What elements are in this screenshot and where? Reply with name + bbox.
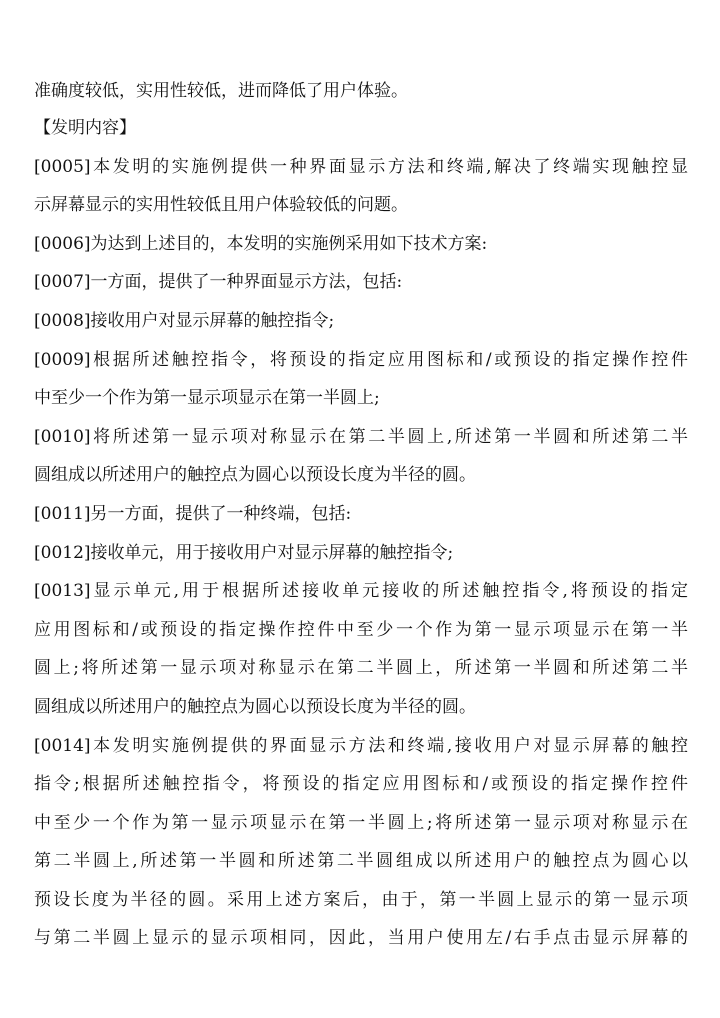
paragraph-line: 中至少一个作为第一显示项显示在第一半圆上;将所述第一显示项对称显示在	[34, 812, 688, 833]
paragraph-line: [0009]根据所述触控指令，将预设的指定应用图标和/或预设的指定操作控件	[34, 349, 688, 370]
paragraph-line: 第二半圆上,所述第一半圆和所述第二半圆组成以所述用户的触控点为圆心以	[34, 851, 688, 872]
paragraph-line: 指令;根据所述触控指令，将预设的指定应用图标和/或预设的指定操作控件	[34, 774, 688, 795]
paragraph-line: 应用图标和/或预设的指定操作控件中至少一个作为第一显示项显示在第一半	[34, 619, 688, 640]
paragraph-line: 圆组成以所述用户的触控点为圆心以预设长度为半径的圆。	[34, 465, 476, 486]
paragraph-line: [0005]本发明的实施例提供一种界面显示方法和终端,解决了终端实现触控显	[34, 156, 688, 177]
paragraph-line: 中至少一个作为第一显示项显示在第一半圆上;	[34, 388, 380, 409]
document-body	[34, 73, 688, 958]
paragraph-line: 准确度较低，实用性较低，进而降低了用户体验。	[34, 81, 408, 101]
paragraph-line: 圆组成以所述用户的触控点为圆心以预设长度为半径的圆。	[34, 696, 476, 717]
section-heading: 【发明内容】	[34, 118, 136, 138]
paragraph-line: [0006]为达到上述目的，本发明的实施例采用如下技术方案:	[34, 233, 488, 254]
paragraph-line: 示屏幕显示的实用性较低且用户体验较低的问题。	[34, 195, 408, 216]
paragraph-line: 预设长度为半径的圆。采用上述方案后，由于，第一半圆上显示的第一显示项	[34, 889, 688, 910]
paragraph-line: [0011]另一方面，提供了一种终端，包括:	[34, 503, 352, 524]
paragraph-line: 与第二半圆上显示的显示项相同，因此，当用户使用左/右手点击显示屏幕的	[34, 928, 688, 949]
paragraph-line: [0007]一方面，提供了一种界面显示方法，包括:	[34, 272, 403, 293]
paragraph-line: [0014]本发明实施例提供的界面显示方法和终端,接收用户对显示屏幕的触控	[34, 735, 688, 756]
paragraph-line: [0008]接收用户对显示屏幕的触控指令;	[34, 310, 335, 331]
paragraph-line: [0013]显示单元,用于根据所述接收单元接收的所述触控指令,将预设的指定	[34, 581, 688, 602]
paragraph-line: [0010]将所述第一显示项对称显示在第二半圆上,所述第一半圆和所述第二半	[34, 426, 688, 447]
paragraph-line: 圆上;将所述第一显示项对称显示在第二半圆上，所述第一半圆和所述第二半	[34, 658, 688, 679]
paragraph-line: [0012]接收单元，用于接收用户对显示屏幕的触控指令;	[34, 542, 454, 563]
